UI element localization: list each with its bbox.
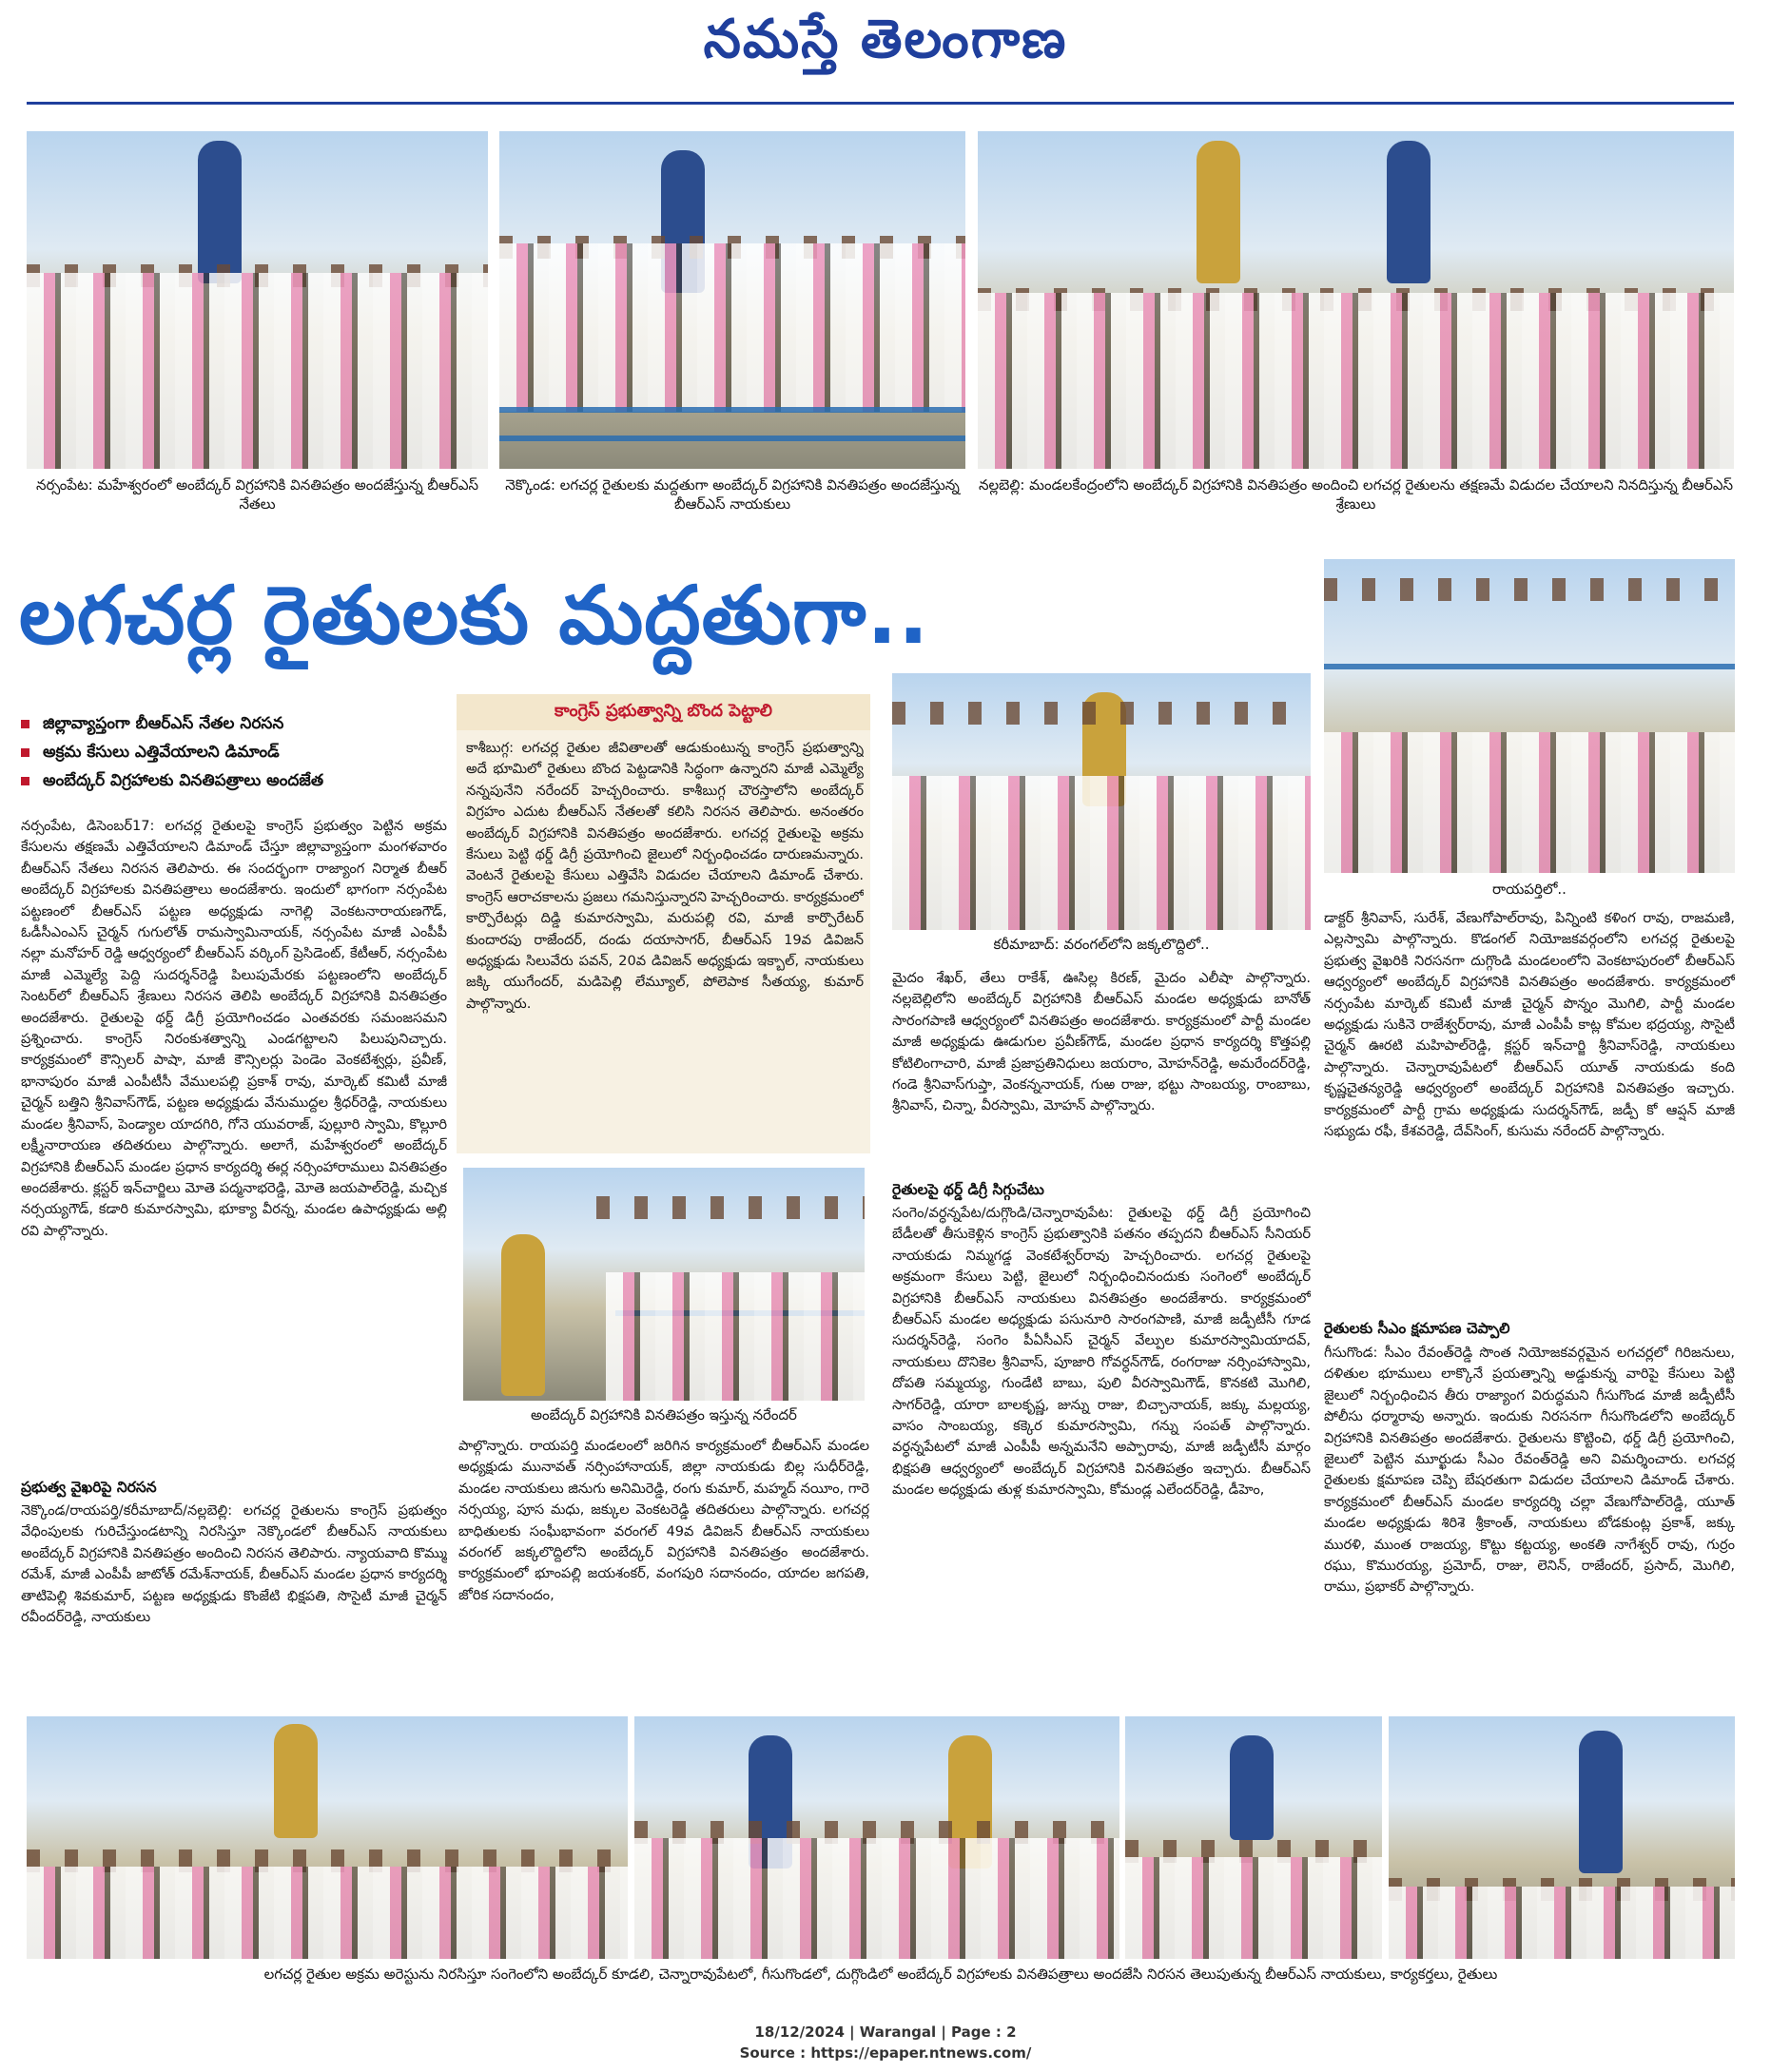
statue <box>1197 141 1240 283</box>
col1-body: నర్సంపేట, డిసెంబర్17: లగచర్ల రైతులపై కాంగ్రెస్ ప్రభుత్వం పెట్టిన అక్రమ కేసులను తక్షణమే ఎత్తివేయాలని డిమాండ్ చేస్తూ జిల్లావ్యాప్తంగా మంగళవారం బీఆర్ఎస్ నేతలు నిరసన తెలిపారు. ఈ సందర్భంగా రాజ్యాంగ నిర్మాత బీఆర్ అంబేద్కర్ విగ్రహాలకు వినతిపత్రాలు అందజేశారు. ఇందులో భాగంగా నర్సంపేట పట్టణంలో బీఆర్ఎస్ పట్టణ అధ్యక్షుడు నాగెల్లి వెంకటనారాయణగౌడ్, ఓడీసీఎంఎస్ చైర్మన్ గుగులోత్ రామస్వామినాయక్, నర్సంపేట మాజీ ఎంపీపీ నల్లా మనోహర్ రెడ్డి ఆధ్వర్యంలో బీఆర్ఎస్ వర్కింగ్ ప్రెసిడెంట్, కేటీఆర్, నర్సంపేట మాజీ ఎమ్మెల్యే పెద్ది సుదర్శన్‌రెడ్డి పిలుపుమేరకు పట్టణంలోని అంబేద్కర్ సెంటర్‌లో బీఆర్ఎస్ శ్రేణులు నిరసన తెలిపి అంబేద్కర్ విగ్రహానికి వినతిపత్రం అందజేశారు. రైతులపై థర్డ్ డిగ్రీ ప్రయోగించడం ఎంతవరకు సమంజసమని ప్రశ్నించారు. కాంగ్రెస్ నిరంకుశత్వాన్ని ఎండగట్టాలని పిలుపునిచ్చారు. కార్యక్రమంలో కౌన్సిలర్ పాషా, మాజీ కౌన్సిలర్లు పెండెం వెంకటేశ్వర్లు, ప్రవీణ్, భానాపురం మాజీ ఎంపీటీసీ వేములపల్లి ప్రకాశ్ రావు, మార్కెట్ కమిటీ మాజీ చైర్మన్ బత్తిని శ్రీనివాస్‌గౌడ్, పట్టణ అధ్యక్షుడు వేనుముద్దల శ్రీధర్‌రెడ్డి, నాయకులు మండల శ్రీనివాస్, పెండ్యాల యాదగిరి, గోనె యువరాజ్, పుల్లూరి స్వామి, కొల్లూరి లక్ష్మీనారాయణ తదితరులు పాల్గొన్నారు. అలాగే, మహేశ్వరంలో అంబేద్కర్ విగ్రహానికి బీఆర్ఎస్ మండల ప్రధాన కార్యదర్శి ఈర్ల నర్సింహారాములు వినతిపత్రం అందజేశారు. క్లస్టర్ ఇన్‌చార్జిలు మోతె పద్మనాభరెడ్డి, మోతె జయపాల్‌రెడ్డి, మచ్చిక నర్సయ్యగౌడ్, కడారి కుమారస్వామి, భూక్యా వీరన్న, మండల ఉపాధ్యక్షుడు అల్లి రవి పాల్గొన్నారు. <box>21 818 447 1239</box>
crowd <box>1125 1857 1382 1959</box>
photo-narender <box>463 1168 865 1401</box>
railing <box>499 436 965 441</box>
crowd <box>978 293 1734 469</box>
col3-body: మైదం శేఖర్, తేలు రాకేశ్, ఊసిల్ల కిరణ్, మైదం ఎలీషా పాల్గొన్నారు. నల్లబెల్లిలోని అంబేద్కర్ విగ్రహానికి బీఆర్ఎస్ మండల అధ్యక్షుడు బానోత్ సారంగపాణి ఆధ్వర్యంలో వినతిపత్రం అందజేశారు. కార్యక్రమంలో పార్టీ మండల మాజీ అధ్యక్షుడు ఊడుగుల ప్రవీణ్‌గౌడ్, మండల ప్రధాన కార్యదర్శి కొత్తపల్లి కోటిలింగాచారి, మాజీ ప్రజాప్రతినిధులు జయరాం, మోహన్‌రెడ్డి, అమరేందర్‌రెడ్డి, గండె శ్రీనివాస్‌గుప్తా, వెంకన్ననాయక్, గుఱ రాజు, భట్టు సాంబయ్య, రాంబాబు, శ్రీనివాస్, చిన్నా, వీరస్వామి, మోహన్ పాల్గొన్నారు. <box>892 970 1311 1114</box>
col4-subhead: రైతులకు సీఎం క్షమాపణ చెప్పాలి <box>1324 1320 1510 1337</box>
col2-bottom-body: పాల్గొన్నారు. రాయపర్తి మండలంలో జరిగిన కార్యక్రమంలో బీఆర్ఎస్ మండల అధ్యక్షుడు మునావత్ నర్సింహానాయక్, జిల్లా నాయకుడు బిల్ల సుధీర్‌రెడ్డి, మండల నాయకులు జినుగు అనిమిరెడ్డి, రంగు కుమార్, మహ్మద్ నయీం, గారె నర్సయ్య, పూస మధు, జక్కుల వెంకటరెడ్డి తదితరులు పాల్గొన్నారు. లగచర్ల బాధితులకు సంఘీభావంగా వరంగల్ 49వ డివిజన్ బీఆర్ఎస్ నాయకులు వరంగల్ జక్కలొద్దిలోని అంబేద్కర్ విగ్రహానికి వినతిపత్రం అందజేశారు. కార్యక్రమంలో భూంపల్లి జయశంకర్, వంగపురి సదానందం, యాదల జగపతి, జోరిక సదానందం, <box>458 1438 869 1603</box>
photo-narender-caption: అంబేద్కర్ విగ్రహానికి వినతిపత్రం ఇస్తున్న నరేందర్ <box>531 1406 797 1423</box>
highlights <box>21 709 449 795</box>
crowd <box>27 1867 628 1959</box>
photo-karimabad <box>892 673 1311 930</box>
crowd <box>27 273 488 469</box>
photo-sangem <box>27 1716 628 1959</box>
col3-subhead: రైతులపై థర్డ్ డిగ్రీ సిగ్గుచేటు <box>892 1181 1044 1198</box>
statue <box>1387 141 1430 283</box>
col1-subhead: ప్రభుత్వ వైఖరిపై నిరసన <box>21 1479 157 1496</box>
photo-nekkonda <box>499 131 965 469</box>
col4-body: డాక్టర్ శ్రీనివాస్, సురేశ్, వేణుగోపాల్‌రావు, పిన్నింటి కళింగ రావు, రాజమణి, ఎల్లస్వామి పాల్గొన్నారు. కొడంగల్ నియోజకవర్గంలోని లగచర్ల రైతులపై ప్రభుత్వ వైఖరికి నిరసనగా దుగ్గొండి మండలంలోని వెంకటాపురంలో బీఆర్ఎస్ ఆధ్వర్యంలో అంబేద్కర్ విగ్రహానికి వినతిపత్రం అందజేశారు. కార్యక్రమంలో నర్సంపేట మార్కెట్ కమిటీ మాజీ చైర్మన్ పొన్నం మొగిలి, పార్టీ మండల అధ్యక్షుడు సుకినె రాజేశ్వర్‌రావు, మాజీ ఎంపీపీ కాట్ల కోమల భద్రయ్య, సొసైటీ చైర్మన్ ఊరటి మహిపాల్‌రెడ్డి, క్లస్టర్ ఇన్‌చార్జి శ్రీనివాస్‌రెడ్డి, నాయకులు పాల్గొన్నారు. చెన్నారావుపేటలో బీఆర్ఎస్ యూత్ నాయకుడు కంది కృష్ణచైతన్యరెడ్డి ఆధ్వర్యంలో అంబేద్కర్ విగ్రహానికి వినతిపత్రం ఇచ్చారు. కార్యక్రమంలో పార్టీ గ్రామ అధ్యక్షుడు సుదర్శన్‌గౌడ్, జడ్పీ కో ఆప్షన్ మాజీ సభ్యుడు రఫీ, కేశవరెడ్డి, దేవ్‌సింగ్, కుసుమ నరేందర్ పాల్గొన్నారు. <box>1324 910 1735 1140</box>
photo-chennaraopet <box>634 1716 1119 1959</box>
railing <box>499 407 965 413</box>
col1-body2: నెక్కొండ/రాయపర్తి/కరీమాబాద్/నల్లబెల్లి: లగచర్ల రైతులను కాంగ్రెస్ ప్రభుత్వం వేధింపులకు గురిచేస్తుండటాన్ని నిరసిస్తూ నెక్కొండలో బీఆర్ఎస్ నాయకులు అంబేద్కర్ విగ్రహానికి వినతిపత్రం అందించి నిరసన తెలిపారు. న్యాయవాది కొమ్ము రమేశ్, మాజీ ఎంపీపీ జాటోత్ రమేశ్‌నాయక్, బీఆర్ఎస్ మండల ప్రధాన కార్యదర్శి తాటిపెల్లి శివకుమార్, పట్టణ అధ్యక్షుడు కొంజేటి భిక్షపతి, సొసైటీ మాజీ చైర్మన్ రవీందర్‌రెడ్డి, నాయకులు <box>21 1502 447 1626</box>
photo-narsampet <box>27 131 488 469</box>
crowd-heads <box>1324 578 1735 601</box>
masthead <box>0 0 1771 90</box>
newspaper-name: నమస్తే తెలంగాణ <box>703 7 1068 70</box>
photo-rayaparthi-caption: రాయపర్తిలో.. <box>1492 881 1567 898</box>
statue <box>274 1724 318 1838</box>
bullet-square-icon <box>21 777 29 785</box>
photo-duggondi <box>1389 1716 1735 1959</box>
photo-nekkonda-caption: నెక్కొండ: లగచర్ల రైతులకు మద్దతుగా అంబేద్కర్ విగ్రహానికి వినతిపత్రం అందజేస్తున్న బీఆర్ఎస్ నాయకులు <box>505 476 960 513</box>
photo-rayaparthi <box>1324 559 1735 873</box>
crowd <box>499 243 965 413</box>
photo-narsampet-caption: నర్సంపేట: మహేశ్వరంలో అంబేద్కర్ విగ్రహానికి వినతిపత్రం అందజేస్తున్న బీఆర్ఎస్ నేతలు <box>35 476 479 513</box>
photo-nallabelli <box>978 131 1734 469</box>
highlight-item: జిల్లావ్యాప్తంగా బీఆర్ఎస్ నేతల నిరసన <box>21 709 449 738</box>
photo-nallabelli-caption: నల్లబెల్లి: మండలకేంద్రంలోని అంబేద్కర్ విగ్రహానికి వినతిపత్రం అందించి లగచర్ల రైతులను తక్షణమే విడుదల చేయాలని నినదిస్తున్న బీఆర్ఎస్ శ్రేణులు <box>978 476 1734 513</box>
col3-body2: సంగెం/వర్ధన్నపేట/దుగ్గొండి/చెన్నారావుపేట: రైతులపై థర్డ్ డిగ్రీ ప్రయోగించి బేడీలతో తీసుకెళ్లిన కాంగ్రెస్ ప్రభుత్వానికి పతనం తప్పదని బీఆర్ఎస్ సీనియర్ నాయకుడు నిమ్మగడ్డ వెంకటేశ్వర్‌రావు హెచ్చరించారు. లగచర్ల రైతులపై అక్రమంగా కేసులు పెట్టి, జైలులో నిర్బంధించినందుకు సంగెంలో అంబేద్కర్ విగ్రహానికి బీఆర్ఎస్ నాయకులు వినతిపత్రం అందజేశారు. కార్యక్రమంలో బీఆర్ఎస్ మండల అధ్యక్షుడు పసునూరి సారంగపాణి, మాజీ జడ్పీటీసీ గూడ సుదర్శన్‌రెడ్డి, సంగెం పీఏసీఎస్ చైర్మన్ వేల్పుల కుమారస్వామియాదవ్, నాయకులు దొనికెల శ్రీనివాస్, పూజారి గోవర్ధన్‌గౌడ్, రంగరాజు నర్సింహాస్వామి, దోపతి సమ్మయ్య, గుండేటి బాబు, పులి వీరస్వామిగౌడ్, కొనకటి మొగిలి, సాగర్‌రెడ్డి, యారా బాలకృష్ణ, జున్ను రాజు, బిచ్చానాయక్, జక్కు మల్లయ్య, వాసం సాంబయ్య, కక్కెర కుమారస్వామి, గన్ను సంపత్ పాల్గొన్నారు. వర్ధన్నపేటలో మాజీ ఎంపీపీ అన్నమనేని అప్పారావు, మాజీ జడ్పీటీసీ మార్గం భిక్షపతి ఆధ్వర్యంలో అంబేద్కర్ విగ్రహానికి వినతిపత్రం ఇచ్చారు. బీఆర్ఎస్ మండల అధ్యక్షుడు తుళ్ల కుమారస్వామి, కోమండ్ల ఎలేందర్‌రెడ్డి, డీహెం, <box>892 1205 1311 1499</box>
railing <box>1324 664 1735 669</box>
footer-source: Source : https://epaper.ntnews.com/ <box>739 2044 1032 2062</box>
crowd <box>892 776 1311 930</box>
statue <box>1230 1735 1274 1840</box>
crowd <box>1389 1887 1735 1960</box>
footer-date-edition: 18/12/2024 | Warangal | Page : 2 <box>754 2024 1017 2041</box>
statue <box>501 1234 545 1396</box>
masthead-rule <box>27 102 1734 105</box>
col4-body2: గీసుగొండ: సీఎం రేవంత్‌రెడ్డి సొంత నియోజకవర్గమైన లగచర్లలో గిరిజనులు, దళితుల భూములు లాక్కొనే ప్రయత్నాన్ని అడ్డుకున్న వారిపై కేసులు పెట్టి జైలులో నిర్బంధించిన తీరు రాజ్యాంగ విరుద్ధమని గీసుగొండ మాజీ జడ్పీటీసీ పోలీసు ధర్మారావు అన్నారు. ఇందుకు నిరసనగా గీసుగొండలోని అంబేద్కర్ విగ్రహానికి వినతిపత్రం అందజేశారు. రైతులను కొట్టించి, థర్డ్ డిగ్రీ ప్రయోగించి, జైలులో పెట్టిన మూర్ఖుడు సీఎం రేవంత్‌రెడ్డి అని విమర్శించారు. లగచర్ల రైతులకు క్షమాపణ చెప్పి బేషరతుగా విడుదల చేయాలని డిమాండ్ చేశారు. కార్యక్రమంలో బీఆర్ఎస్ మండల కార్యదర్శి చల్లా వేణుగోపాల్‌రెడ్డి, యూత్ మండల అధ్యక్షుడు శిరిశె శ్రీకాంత్, నాయకులు బోడకుంట్ల ప్రకాశ్, జక్కు మురళి, ముంత రాజయ్య, కొట్టు కట్టయ్య, అంకతి నాగేశ్వర్ రావు, గుర్రం రఘు, కొమురయ్య, ప్రమోద్, రాజు, లెనిన్, రాజేందర్, ప్రసాద్, మొగిలి, రాము, ప్రభాకర్ పాల్గొన్నారు. <box>1324 1345 1735 1596</box>
statue <box>198 141 242 283</box>
bullet-square-icon <box>21 720 29 728</box>
crowd <box>606 1272 865 1401</box>
crowd <box>1324 732 1735 874</box>
bullet-square-icon <box>21 748 29 757</box>
photo-karimabad-caption: కరీమాబాద్: వరంగల్‌లోని జక్కలొద్దిలో.. <box>993 936 1210 953</box>
headline: లగచర్ల రైతులకు మద్దతుగా.. <box>19 569 930 662</box>
boxed-story-heading: కాంగ్రెస్ ప్రభుత్వాన్ని బొంద పెట్టాలి <box>457 694 870 730</box>
crowd-heads <box>596 1196 865 1219</box>
statue <box>1579 1731 1623 1873</box>
crowd <box>634 1838 1119 1960</box>
photo-geesugonda <box>1125 1716 1382 1959</box>
bottom-photos-caption: లగచర్ల రైతుల అక్రమ అరెస్టును నిరసిస్తూ సంగెంలోని అంబేద్కర్ కూడలి, చెన్నారావుపేటలో, గీసుగొండలో, దుగ్గొండిలో అంబేద్కర్ విగ్రహాలకు వినతిపత్రాలు అందజేసి నిరసన తెలుపుతున్న బీఆర్ఎస్ నాయకులు, కార్యకర్తలు, రైతులు <box>263 1965 1498 1983</box>
highlight-item: అక్రమ కేసులు ఎత్తివేయాలని డిమాండ్ <box>21 738 449 766</box>
boxed-story-body: కాశీబుగ్గ: లగచర్ల రైతుల జీవితాలతో ఆడుకుంటున్న కాంగ్రెస్ ప్రభుత్వాన్ని అదే భూమిలో రైతులు బొంద పెట్టడానికి సిద్ధంగా ఉన్నారని మాజీ ఎమ్మెల్యే నన్నపునేని నరేందర్ హెచ్చరించారు. కాశీబుగ్గ చౌరస్తాలోని అంబేద్కర్ విగ్రహం ఎదుట బీఆర్ఎస్ నేతలతో కలిసి నిరసన తెలిపారు. అనంతరం అంబేద్కర్ విగ్రహానికి వినతిపత్రం అందజేశారు. లగచర్ల రైతులపై అక్రమ కేసులు పెట్టి థర్డ్ డిగ్రీ ప్రయోగించి జైలులో నిర్బంధించడం దారుణమన్నారు. వెంటనే రైతులపై కేసులు ఎత్తివేసి విడుదల చేయాలని డిమాండ్ చేశారు. కాంగ్రెస్ ఆరాచకాలను ప్రజలు గమనిస్తున్నారని హెచ్చరించారు. కార్యక్రమంలో కార్పొరేటర్లు దిడ్డి కుమారస్వామి, మరుపల్లి రవి, మాజీ కార్పొరేటర్ కుందారపు రాజేందర్, దండు దయాసాగర్, బీఆర్ఎస్ 19వ డివిజన్ అధ్యక్షుడు సిలువేరు పవన్, 20వ డివిజన్ అధ్యక్షుడు ఇక్బాల్, నాయకులు జక్కి యుగేందర్, మడిపెల్లి లేమ్యూల్, పోలెపాక సీతయ్య, కుమార్ పాల్గొన్నారు. <box>466 740 864 1012</box>
crowd-heads <box>892 702 1311 725</box>
highlight-item: అంబేద్కర్ విగ్రహాలకు వినతిపత్రాలు అందజేత <box>21 766 449 795</box>
